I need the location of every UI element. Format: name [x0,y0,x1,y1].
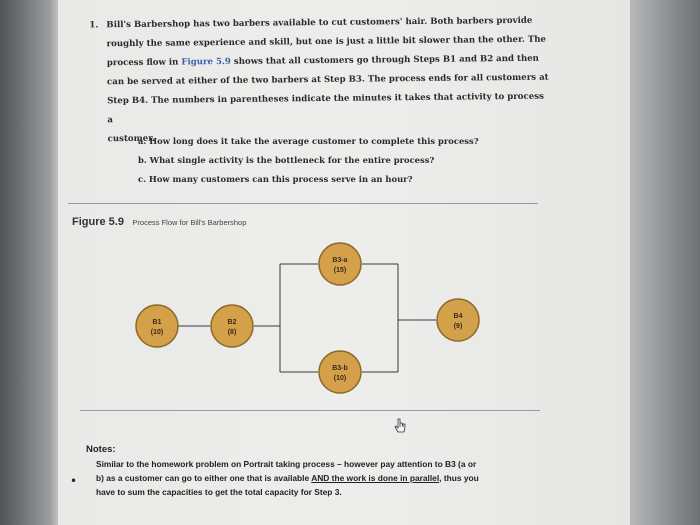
problem-line: customer. [107,133,155,145]
node-b2 [211,305,253,347]
notes-label: Notes: [86,444,116,455]
problem-line: roughly the same experience and skill, but one is just a little bit slower than the other. The [106,34,547,50]
figure-label: Figure 5.9 [72,216,124,228]
node-b2-name: B2 [227,319,237,326]
problem-line: Step B4. The numbers in parentheses indicate the minutes it takes that activity to process a [107,91,544,126]
problem-line: Bill's Barbershop has two barbers available to cut customers' hair. Both barbers provide [106,15,533,31]
question-b: b. What single activity is the bottleneck for the entire process? [138,155,435,165]
node-b4 [437,299,479,341]
notes-emphasis: AND the work is done in parallel [311,473,440,483]
bullet-icon: • [70,474,78,488]
node-b3b-name: B3-b [332,365,348,372]
mouse-pointer-icon [394,418,408,434]
notes-text [96,457,566,499]
problem-line-text: process flow in [106,57,182,69]
figure-reference-link[interactable]: Figure 5.9 [181,56,231,68]
node-b1-name: B1 [152,319,162,326]
node-b3a [319,243,361,285]
figure-bottom-divider [80,410,540,411]
notes-text-part: have to sum the capacities to get the total capacity for Step 3. [96,487,342,497]
node-b3b-time: (10) [333,375,347,382]
node-b2-time: (8) [227,329,237,336]
node-b3b [319,351,361,393]
notes-text-part: b) as a customer can go to either one that is available [96,473,312,483]
node-b1 [136,305,178,347]
notes-text-part: Similar to the homework problem on Portrait taking process – however pay attention to B3 (a or [96,459,477,469]
node-b3a-name: B3-a [332,257,348,264]
notes-text-part: , thus you [439,473,479,483]
node-b3a-time: (15) [333,267,347,274]
node-b4-time: (9) [453,323,463,330]
problem-line-text: shows that all customers go through Steps B1 and B2 and then [230,53,539,67]
problem-number: 1. [89,20,99,31]
figure-caption: Process Flow for Bill's Barbershop [132,218,247,227]
node-b1-time: (10) [150,329,164,336]
node-b4-name: B4 [453,313,463,320]
question-c: c. How many customers can this process serve in an hour? [138,174,413,184]
question-a: a. How long does it take the average customer to complete this process? [138,136,479,146]
problem-line: can be served at either of the two barbers at Step B3. The process ends for all customers at [106,72,549,88]
